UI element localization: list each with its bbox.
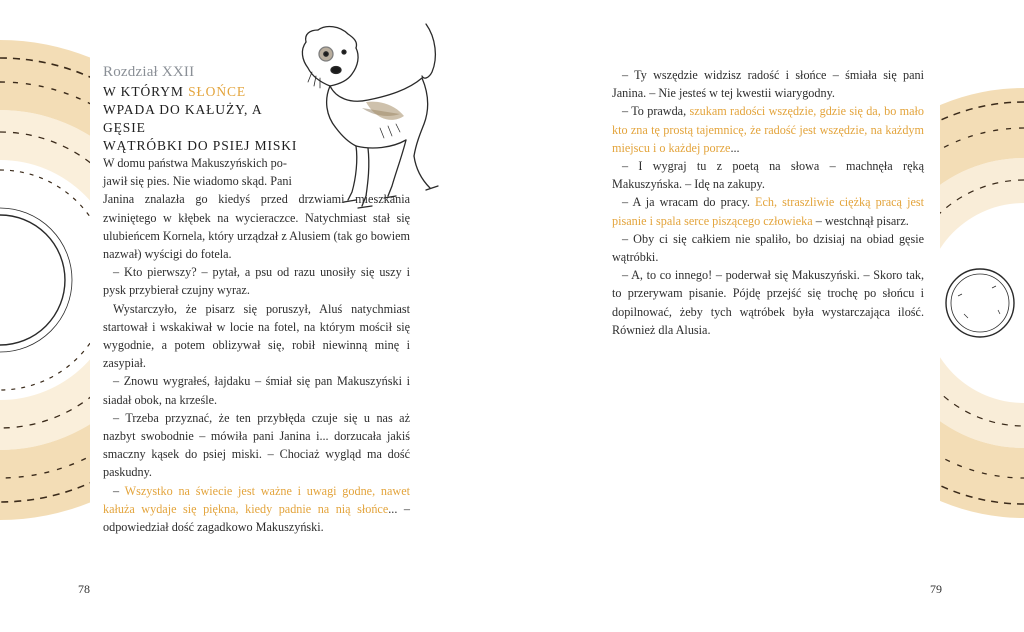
paragraph: – Oby ci się całkiem nie spaliło, bo dzisiaj na obiad gęsie wątróbki. — [612, 231, 924, 265]
paragraph: – Trzeba przyznać, że ten przybłęda czuje się u nas aż nazbyt swobodnie – mówiła pani Janina i... dorzucała jakiś smaczny kąsek do psiej miski. – Chociaż wygląd ma dość paskudny. — [103, 410, 410, 480]
chapter-title-accent: SŁOŃCE — [188, 84, 247, 99]
paragraph: Janina znalazła go kiedyś przed drzwiami mieszkania zwiniętego w kłębek na wycieraczce. Natychmiast stał się ulubieńcem Kornela, który urządzał z Alusiem (tak go bowiem nazwał) wyścigi do fotela. — [103, 192, 410, 262]
chapter-title — [103, 83, 303, 155]
chapter-title-line-2: WPADA DO KAŁUŻY, A GĘSIE — [103, 102, 262, 135]
page-number-right: 79 — [930, 582, 942, 596]
chapter-title-text: W KTÓRYM — [103, 84, 189, 99]
paragraph: jawił się pies. Nie wiadomo skąd. Pani — [103, 174, 292, 189]
paragraph — [612, 193, 924, 229]
chapter-title-line-1 — [103, 83, 303, 101]
sun-icon — [940, 88, 1024, 518]
left-page-text — [103, 154, 410, 536]
highlighted-quote: Ech, straszliwie ciężką pracą jest pisanie i spala serce piszącego człowieka — [612, 195, 924, 228]
right-page-text — [612, 66, 924, 339]
paragraph: – Kto pierwszy? – pytał, a psu od razu unosiły się uszy i pysk przybierał czujny wyraz. — [103, 265, 410, 298]
chapter-title-line-3: WĄTRÓBKI DO PSIEJ MISKI — [103, 138, 298, 153]
text-segment: – To prawda, — [622, 104, 690, 119]
quote-prefix: – — [113, 483, 125, 498]
paragraph: – A, to co innego! – poderwał się Makuszyński. – Skoro tak, to przerywam pisanie. Pójdę przejść się trochę po słońcu i dopilnować, żeby tych wątróbek była wystarczająca ilość. Również dla Alusia. — [612, 268, 924, 337]
text-segment: – A ja wracam do pracy. — [622, 195, 756, 210]
sun-decoration-right — [940, 88, 1024, 518]
page-number-left: 78 — [78, 582, 90, 596]
quote-suffix: ... – odpowiedział dość zagadkowo Makuszyński. — [103, 501, 410, 535]
paragraph: – Znowu wygrałeś, łajdaku – śmiał się pan Makuszyński i siadał obok, na krześle. — [103, 374, 410, 407]
highlighted-quote: szukam radości wszędzie, gdzie się da, bo mało kto zna tę prostą tajemnicę, że radość jest wszędzie, na każdym miejscu i o każdej porze — [612, 104, 924, 155]
quote-paragraph — [103, 482, 410, 537]
sun-icon — [0, 40, 90, 520]
text-segment: – westchnął pisarz. — [812, 213, 909, 228]
paragraph: W domu państwa Makuszyńskich po- — [103, 156, 287, 170]
text-segment: ... — [730, 140, 740, 155]
highlighted-quote: Wszystko na świecie jest ważne i uwagi godne, nawet kałuża wydaje się piękna, kiedy padnie na nią słońce — [103, 483, 411, 516]
paragraph: – I wygraj tu z poetą na słowa – machnęła ręką Makuszyńska. – Idę na zakupy. — [612, 159, 924, 192]
paragraph: Wystarczyło, że pisarz się poruszył, Aluś natychmiast startował i wskakiwał w locie na fotel, na którym mościł się wygodnie, a potem oblizywał się, robił niewinną minę i zasypiał. — [103, 301, 410, 371]
sun-decoration-left — [0, 40, 90, 520]
paragraph — [612, 102, 924, 157]
chapter-heading — [103, 63, 303, 155]
chapter-number: Rozdział XXII — [103, 64, 195, 80]
paragraph: – Ty wszędzie widzisz radość i słońce – śmiała się pani Janina. – Nie jesteś w tej kwestii wiarygodny. — [612, 68, 924, 101]
